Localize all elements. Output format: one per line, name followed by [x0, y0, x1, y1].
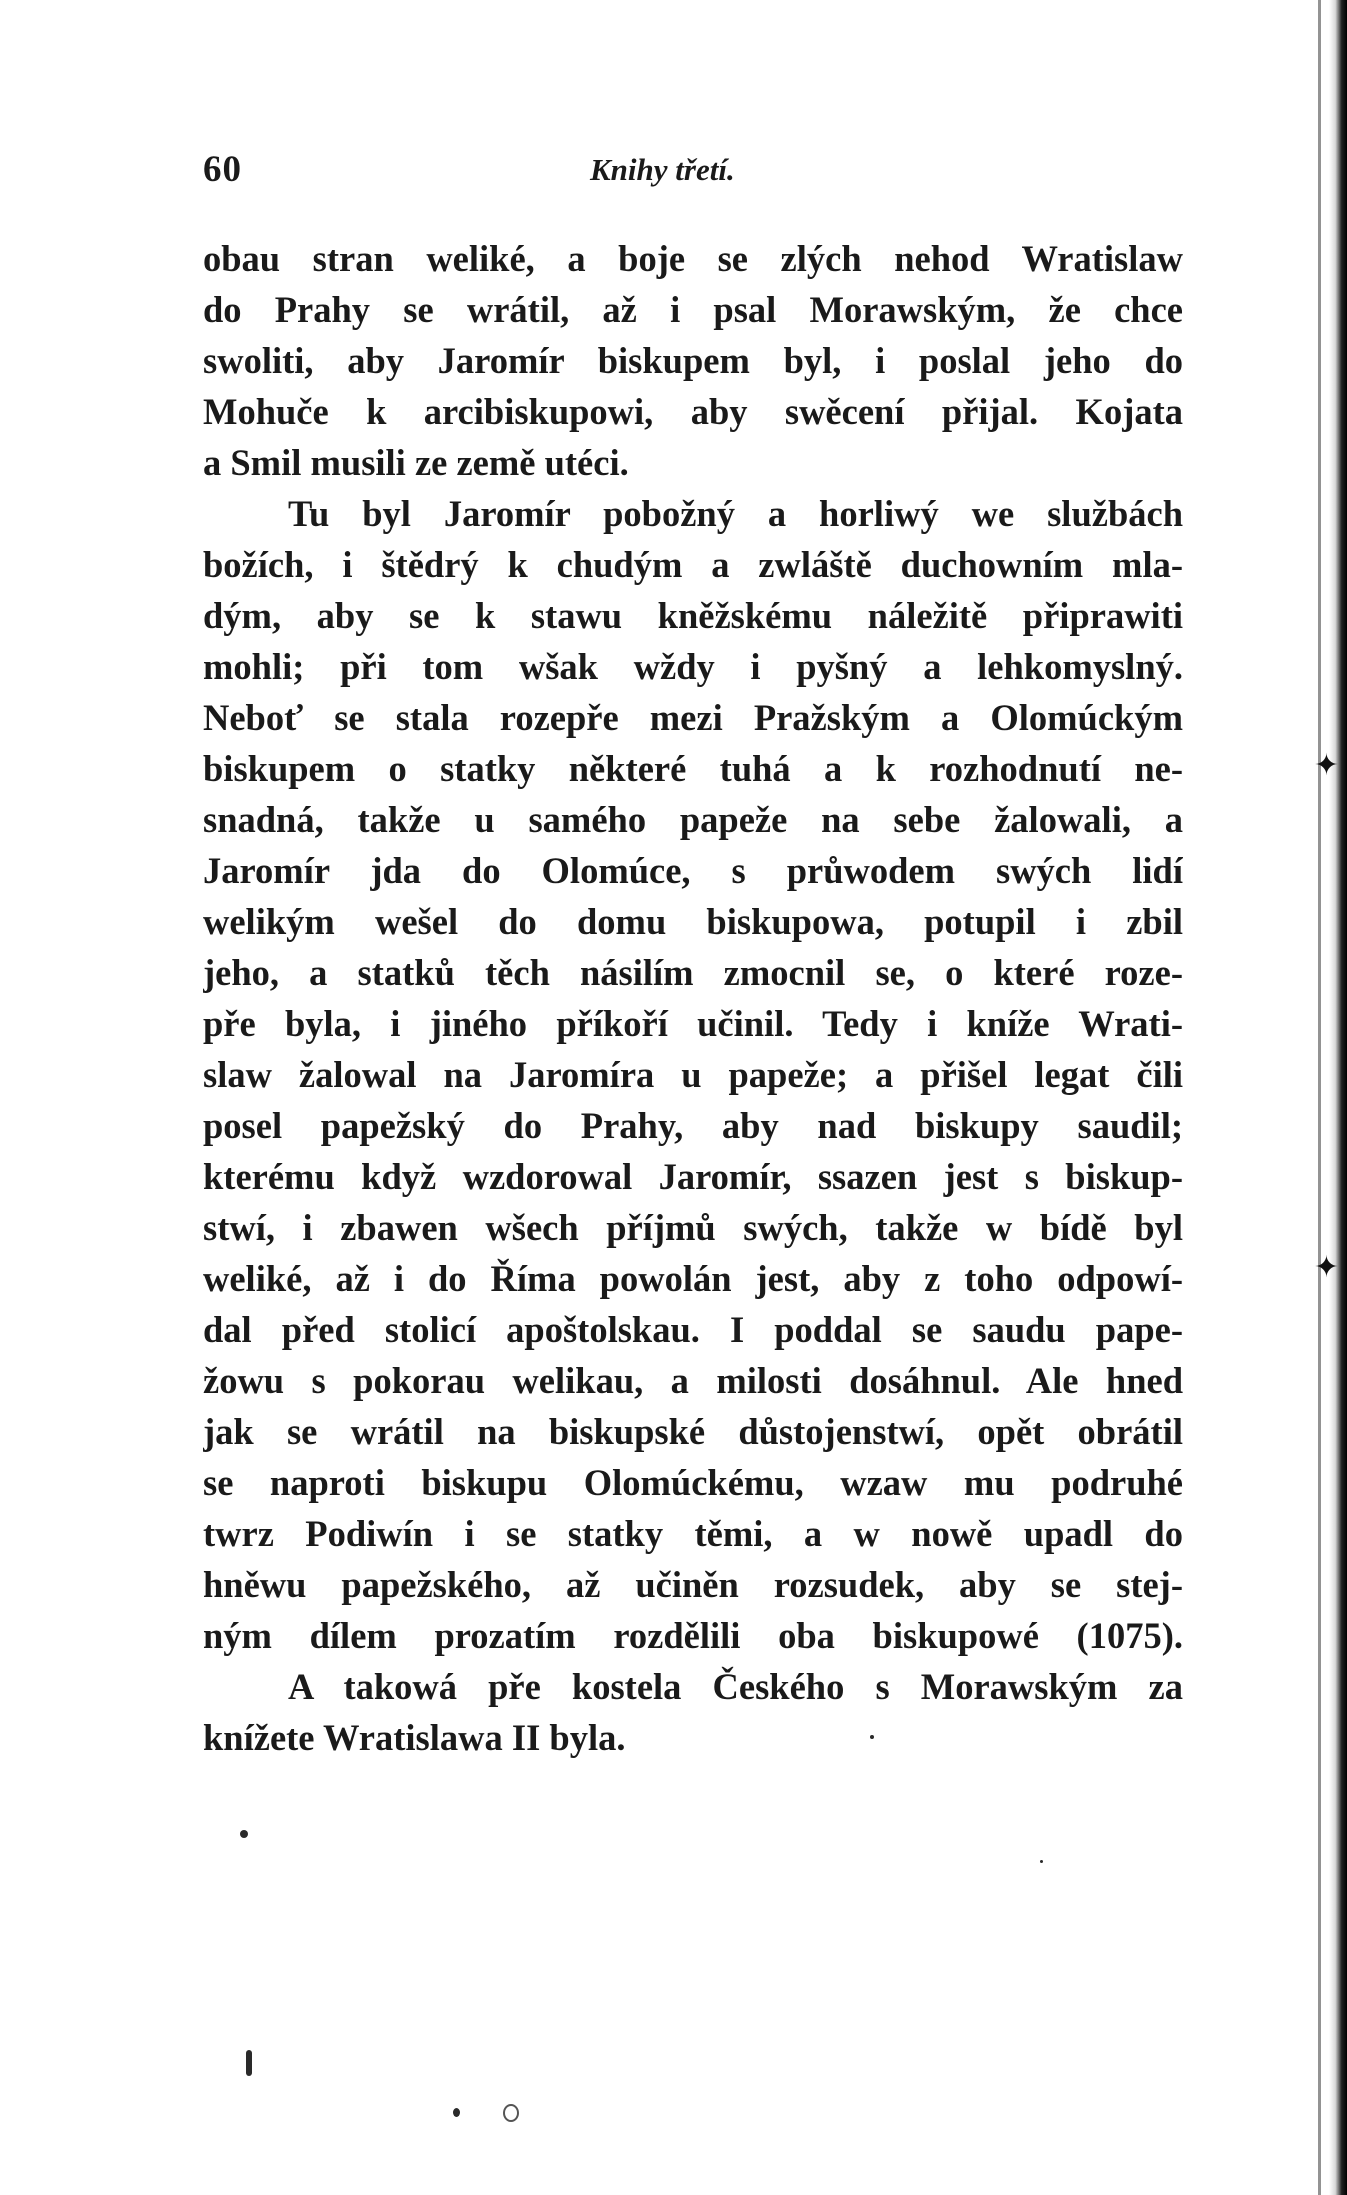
text-line: hněwu papežského, až učiněn rozsudek, aby se stej- [203, 1564, 1183, 1605]
paragraph-start-line: A takowá pře kostela Českého s Morawským za [288, 1666, 1183, 1707]
scan-speck [503, 2104, 519, 2122]
scan-speck [870, 1735, 874, 1739]
text-line: se naproti biskupu Olomúckému, wzaw mu podruhé [203, 1462, 1183, 1503]
page-number: 60 [203, 149, 242, 190]
text-line: stwí, i zbawen wšech příjmů swých, takže w bídě byl [203, 1207, 1183, 1248]
text-line: dým, aby se k stawu kněžskému náležitě připrawiti [203, 595, 1183, 636]
text-line: jak se wrátil na biskupské důstojenstwí, opět obrátil [203, 1411, 1183, 1452]
text-line: božích, i štědrý k chudým a zwláště duchowním mla- [203, 544, 1183, 585]
text-line: a Smil musili ze země utéci. [203, 442, 629, 483]
text-line: Jaromír jda do Olomúce, s průwodem swých lidí [203, 850, 1183, 891]
running-head [203, 148, 1183, 198]
scan-speck [240, 1830, 248, 1838]
scan-speck [246, 2050, 252, 2076]
text-line: welikým wešel do domu biskupowa, potupil i zbil [203, 901, 1183, 942]
text-line: Neboť se stala rozepře mezi Pražským a Olomúckým [203, 697, 1183, 738]
text-line: snadná, takže u samého papeže na sebe žalowali, a [203, 799, 1183, 840]
text-line: weliké, až i do Říma powolán jest, aby z toho odpowí- [203, 1258, 1183, 1299]
text-line: swoliti, aby Jaromír biskupem byl, i poslal jeho do [203, 340, 1183, 381]
scan-binding-line [1318, 0, 1321, 2195]
text-line: posel papežský do Prahy, aby nad biskupy saudil; [203, 1105, 1183, 1146]
text-line: mohli; při tom wšak wždy i pyšný a lehkomyslný. [203, 646, 1183, 687]
scan-speck [1040, 1860, 1043, 1863]
text-line: dal před stolicí apoštolskau. I poddal se saudu pape- [203, 1309, 1183, 1350]
text-line: kterému když wzdorowal Jaromír, ssazen jest s biskup- [203, 1156, 1183, 1197]
text-line: biskupem o statky některé tuhá a k rozhodnutí ne- [203, 748, 1183, 789]
text-line: slaw žalowal na Jaromíra u papeže; a přišel legat čili [203, 1054, 1183, 1095]
body-text [203, 233, 1183, 1763]
paragraph-start-line: Tu byl Jaromír pobožný a horliwý we službách [288, 493, 1183, 534]
text-line: obau stran weliké, a boje se zlých nehod Wratislaw [203, 238, 1183, 279]
text-line: jeho, a statků těch násilím zmocnil se, o které roze- [203, 952, 1183, 993]
text-line: Mohuče k arcibiskupowi, aby swěcení přijal. Kojata [203, 391, 1183, 432]
text-line: žowu s pokorau welikau, a milosti dosáhnul. Ale hned [203, 1360, 1183, 1401]
margin-mark-icon: ✦ [1313, 748, 1339, 783]
margin-mark-icon: ✦ [1313, 1250, 1339, 1285]
scan-page-edge [1329, 0, 1347, 2195]
text-line: knížete Wratislawa II byla. [203, 1717, 626, 1758]
scan-speck [453, 2108, 460, 2117]
text-line: pře byla, i jiného příkoří učinil. Tedy i kníže Wrati- [203, 1003, 1183, 1044]
running-title: Knihy třetí. [590, 152, 735, 187]
text-line: twrz Podiwín i se statky těmi, a w nowě upadl do [203, 1513, 1183, 1554]
text-line: do Prahy se wrátil, až i psal Morawským, že chce [203, 289, 1183, 330]
text-line: ným dílem prozatím rozdělili oba biskupowé (1075). [203, 1615, 1183, 1656]
